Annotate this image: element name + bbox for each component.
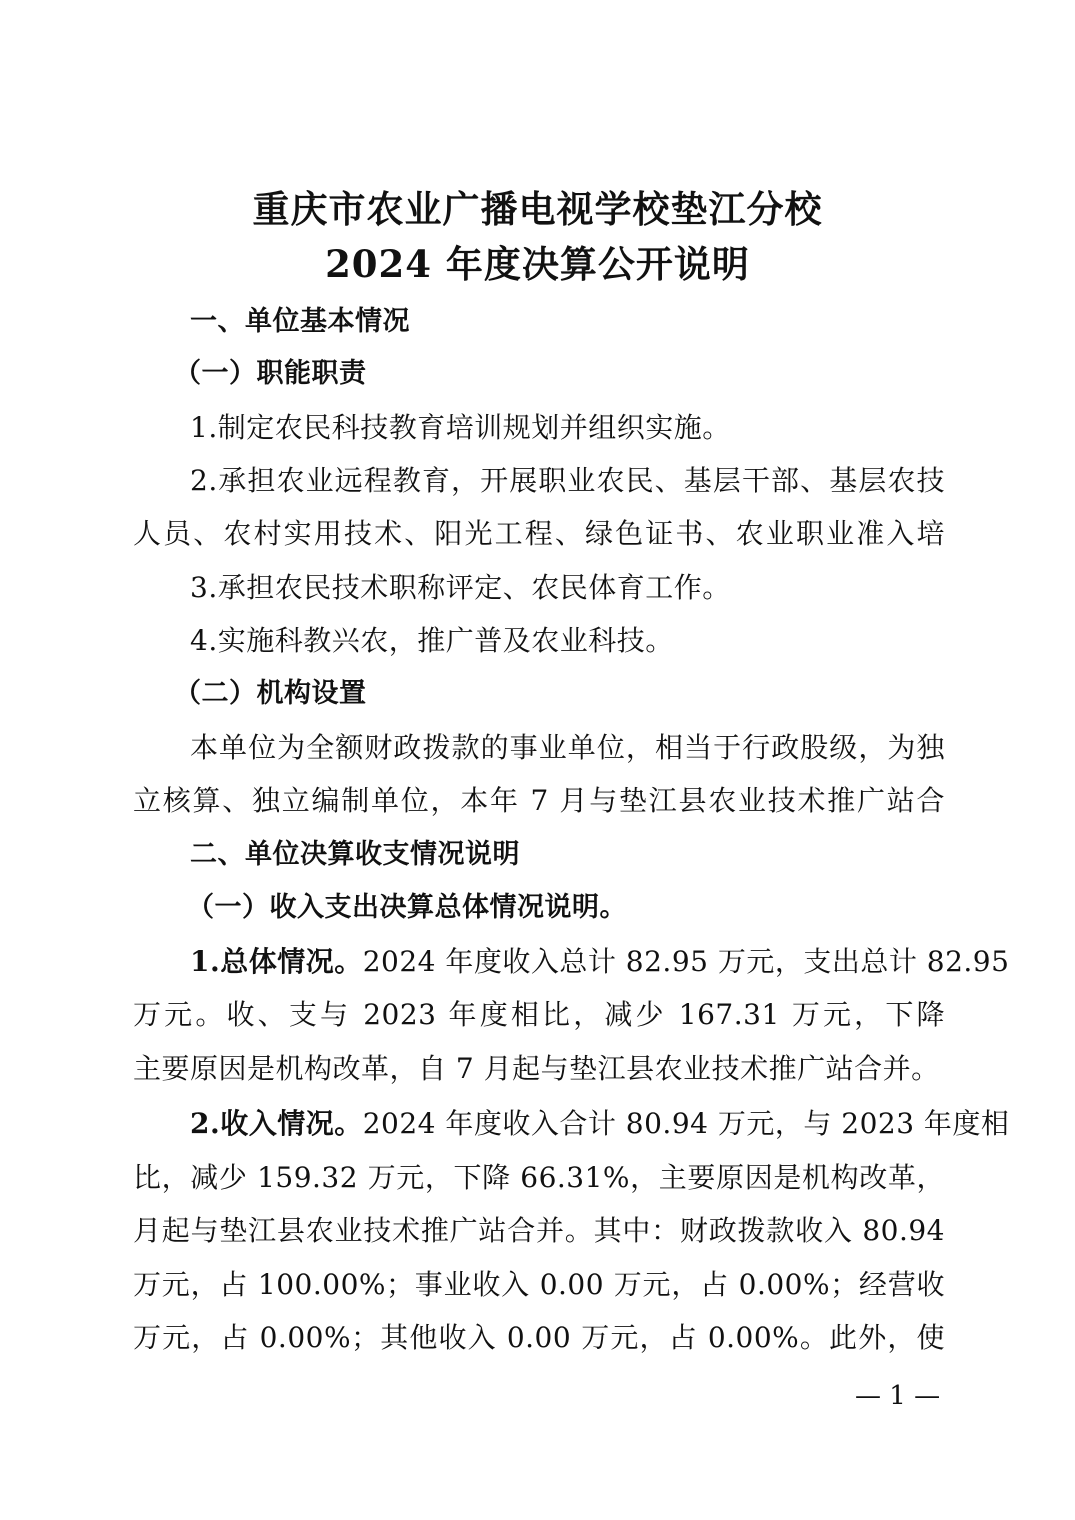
income-label: 2.收入情况。 [190,1107,363,1140]
document-title-line1: 重庆市农业广播电视学校垫江分校 [252,188,823,231]
duty-item-1: 1.制定农民科技教育培训规划并组织实施。 [190,411,731,444]
overall-label: 1.总体情况。 [190,945,363,978]
income-line4: 万元，占 100.00%；事业收入 0.00 万元，占 0.00%；经营收 [133,1268,945,1301]
org-paragraph-line1: 本单位为全额财政拨款的事业单位，相当于行政股级，为独 [190,731,945,764]
subsection-org-heading: （二）机构设置 [174,678,367,709]
duty-item-3: 3.承担农民技术职称评定、农民体育工作。 [190,571,731,604]
income-line5: 万元，占 0.00%；其他收入 0.00 万元，占 0.00%。此外，使 [133,1321,945,1354]
org-paragraph-line2: 立核算、独立编制单位，本年 7 月与垫江县农业技术推广站合 [133,784,945,817]
section1-heading: 一、单位基本情况 [190,306,410,337]
duty-item-2-line1: 2.承担农业远程教育，开展职业农民、基层干部、基层农技 [190,464,945,497]
page-number: — 1 — [855,1381,941,1411]
overall-line1-text: 2024 年度收入总计 82.95 万元，支出总计 82.95 [362,945,1010,978]
overall-line2: 万元。收、支与 2023 年度相比，减少 167.31 万元，下降 [133,998,945,1031]
income-line3: 月起与垫江县农业技术推广站合并。其中：财政拨款收入 80.94 [133,1214,945,1247]
duty-item-4: 4.实施科教兴农，推广普及农业科技。 [190,624,674,657]
overall-line1 [190,945,1010,979]
duty-item-2-line2: 人员、农村实用技术、阳光工程、绿色证书、农业职业准入培 [133,517,945,550]
document-title-line2: 2024 年度决算公开说明 [325,242,750,286]
overall-line3: 主要原因是机构改革，自 7 月起与垫江县农业技术推广站合并。 [133,1052,940,1085]
income-line1-text: 2024 年度收入合计 80.94 万元，与 2023 年度相 [362,1107,1010,1140]
subsection-duties-heading: （一）职能职责 [174,358,367,389]
section2-heading: 二、单位决算收支情况说明 [190,839,520,870]
income-line2: 比，减少 159.32 万元，下降 66.31%，主要原因是机构改革， [133,1161,945,1194]
income-line1 [190,1107,1010,1141]
subsection-overview-heading: （一）收入支出决算总体情况说明。 [187,892,627,923]
